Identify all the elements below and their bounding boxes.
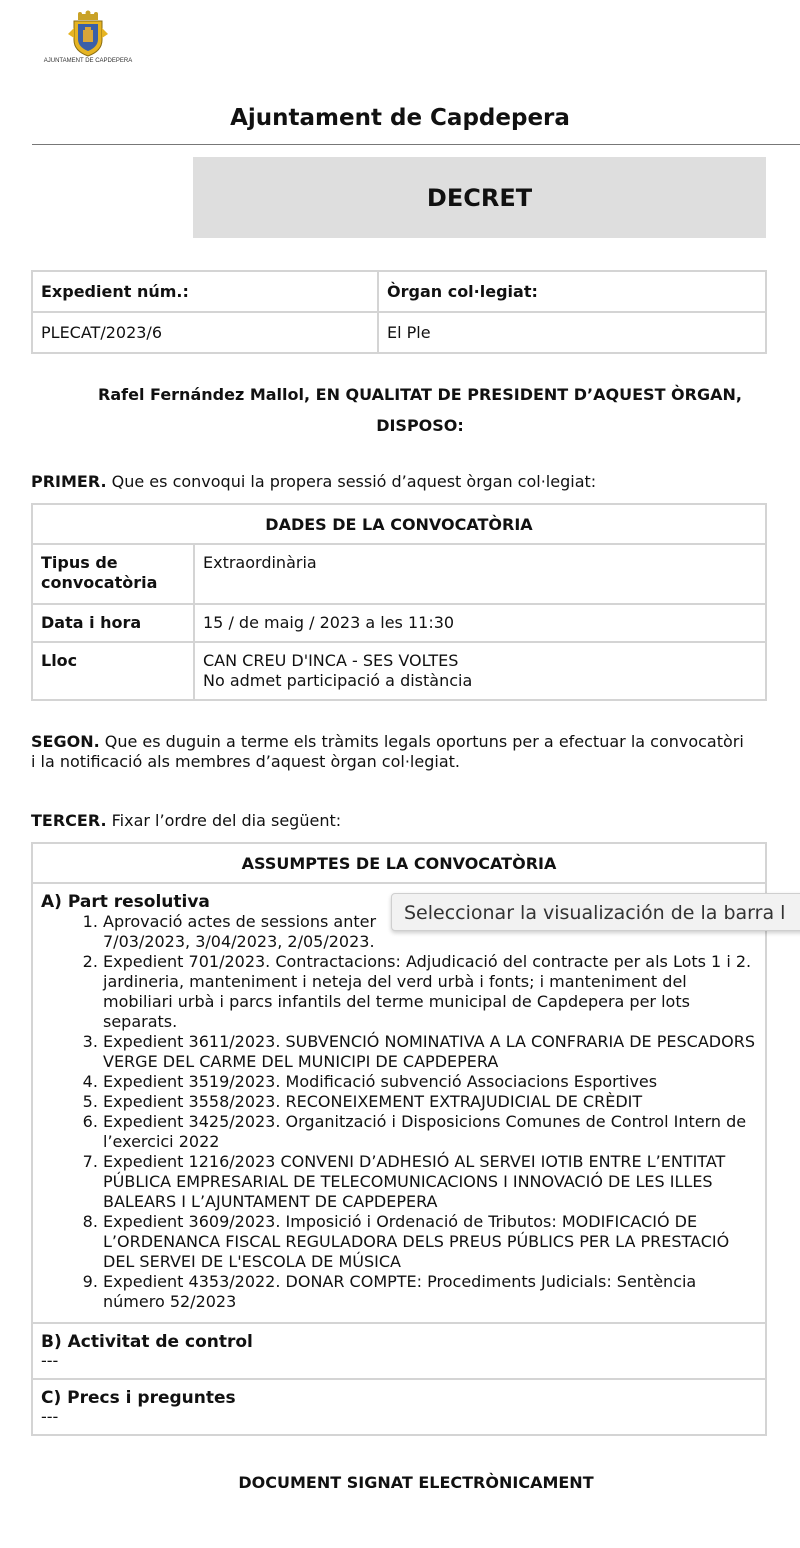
assumptes-table — [31, 842, 767, 1436]
president-line: Rafel Fernández Mallol, EN QUALITAT DE PRESIDENT D’AQUEST ÒRGAN, — [98, 385, 742, 404]
assumptes-heading: ASSUMPTES DE LA CONVOCATÒRIA — [32, 843, 766, 883]
lloc-value — [194, 642, 766, 700]
toolbar-tooltip: Seleccionar la visualización de la barra l — [391, 893, 800, 931]
list-item: 9. Expedient 4353/2022. DONAR COMPTE: Procediments Judicials: Sentència número 52/2023 — [103, 1272, 757, 1312]
primer-paragraph — [31, 472, 596, 492]
segon-label: SEGON. — [31, 732, 100, 751]
tercer-label: TERCER. — [31, 811, 107, 830]
list-item: 3. Expedient 3611/2023. SUBVENCIÓ NOMINATIVA A LA CONFRARIA DE PESCADORS VERGE DEL CARME DEL MUNICIPI DE CAPDEPERA — [103, 1032, 757, 1072]
data-hora-label: Data i hora — [32, 604, 194, 642]
segon-text: Que es duguin a terme els tràmits legals oportuns per a efectuar la convocatòri — [99, 732, 744, 751]
document-type-banner — [193, 157, 766, 238]
signature-footer: DOCUMENT SIGNAT ELECTRÒNICAMENT — [238, 1473, 594, 1492]
convocatoria-table — [31, 503, 767, 701]
segon-paragraph — [31, 732, 800, 772]
logo-caption: AJUNTAMENT DE CAPDEPERA — [43, 58, 133, 64]
document-type: DECRET — [426, 183, 533, 212]
primer-label: PRIMER. — [31, 472, 107, 491]
page-title: Ajuntament de Capdepera — [230, 105, 570, 131]
organ-label: Òrgan col·legiat: — [378, 271, 766, 312]
tercer-text: Fixar l’ordre del dia següent: — [106, 811, 342, 830]
header-divider — [32, 144, 800, 145]
expedient-table — [31, 270, 767, 354]
tipus-label: Tipus de convocatòria — [32, 544, 194, 604]
segon-text-cont: i la notificació als membres d’aquest òrgan col·legiat. — [31, 752, 460, 771]
list-item: 5. Expedient 3558/2023. RECONEIXEMENT EXTRAJUDICIAL DE CRÈDIT — [103, 1092, 757, 1112]
list-item: 4. Expedient 3519/2023. Modificació subvenció Associacions Esportives — [103, 1072, 757, 1092]
municipal-logo — [38, 8, 138, 70]
primer-text: Que es convoqui la propera sessió d’aquest òrgan col·legiat: — [106, 472, 597, 491]
part-c-title: C) Precs i preguntes — [41, 1388, 236, 1408]
list-item: 7. Expedient 1216/2023 CONVENI D’ADHESIÓ AL SERVEI IOTIB ENTRE L’ENTITAT PÚBLICA EMPRESARIAL DE TELECOMUNICACIONS I INNOVACIÓ DE LES ILLES BALEARS I L’AJUNTAMENT DE CAPDEPERA — [103, 1152, 757, 1212]
tercer-paragraph — [31, 811, 341, 831]
table-row — [32, 544, 766, 604]
tipus-value: Extraordinària — [194, 544, 766, 604]
table-row — [32, 642, 766, 700]
lloc-label: Lloc — [32, 642, 194, 700]
list-item: 8. Expedient 3609/2023. Imposició i Ordenació de Tributos: MODIFICACIÓ DE L’ORDENANCA FISCAL REGULADORA DELS PREUS PÚBLICS PER LA PRESTACIÓ DEL SERVEI DE L'ESCOLA DE MÚSICA — [103, 1212, 757, 1272]
part-a-title: A) Part resolutiva — [41, 892, 210, 912]
expedient-number-label: Expedient núm.: — [32, 271, 378, 312]
list-item: 1. Aprovació actes de sessions anter 7/03/2023, 3/04/2023, 2/05/2023. — [103, 912, 757, 952]
data-hora-value: 15 / de maig / 2023 a les 11:30 — [194, 604, 766, 642]
coat-of-arms-icon — [38, 8, 138, 58]
agenda-list — [41, 912, 757, 1312]
organ-value: El Ple — [378, 312, 766, 353]
list-item: 2. Expedient 701/2023. Contractacions: Adjudicació del contracte per als Lots 1 i 2. jardineria, manteniment i neteja del verd urbà i fonts; i manteniment del mobiliari urbà i parcs infantils del terme municipal de Capdepera per lots separats. — [103, 952, 757, 1032]
table-row — [32, 604, 766, 642]
dispose-label: DISPOSO: — [376, 416, 464, 435]
part-b-title: B) Activitat de control — [41, 1332, 253, 1352]
lloc-note: No admet participació a distància — [203, 671, 473, 690]
expedient-number: PLECAT/2023/6 — [32, 312, 378, 353]
part-b-value: --- — [41, 1351, 59, 1370]
list-item: 6. Expedient 3425/2023. Organització i Disposicions Comunes de Control Intern de l’exercici 2022 — [103, 1112, 757, 1152]
lloc-place: CAN CREU D'INCA - SES VOLTES — [203, 651, 459, 670]
president-statement — [40, 379, 800, 441]
part-c-value: --- — [41, 1407, 59, 1426]
convocatoria-heading: DADES DE LA CONVOCATÒRIA — [32, 504, 766, 544]
